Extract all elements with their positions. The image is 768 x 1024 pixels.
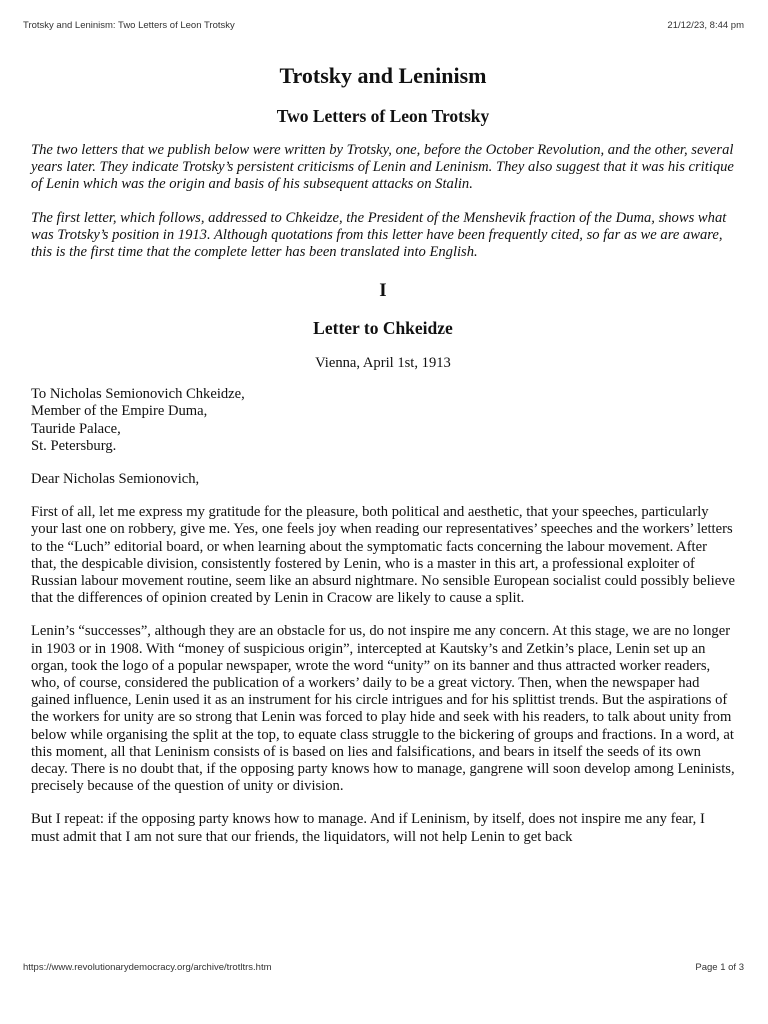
address-line: Tauride Palace, xyxy=(31,420,121,437)
intro-paragraph: The first letter, which follows, addressed to Chkeidze, the President of the Menshevik fraction of the Duma, shows what was Trotsky’s position in 1913. Although quotations from this letter have been frequently cited, so far as we are aware, this is the first time that the complete letter has been translated into English. xyxy=(31,209,727,261)
letter-paragraph: But I repeat: if the opposing party knows how to manage. And if Leninism, by itself, does not inspire me any fear, I must admit that I am not sure that our friends, the liquidators, will not help Lenin to get back xyxy=(31,811,705,845)
page-subtitle: Two Letters of Leon Trotsky xyxy=(276,106,490,126)
print-footer xyxy=(23,962,744,973)
print-header-datetime: 21/12/23, 8:44 pm xyxy=(667,20,744,31)
address-line: To Nicholas Semionovich Chkeidze, xyxy=(31,386,245,403)
section-number: I xyxy=(379,280,387,302)
letter-address xyxy=(31,386,735,455)
document-body xyxy=(31,58,735,846)
letter-title: Letter to Chkeidze xyxy=(313,318,453,339)
page-title: Trotsky and Leninism xyxy=(279,63,487,88)
letter-salutation: Dear Nicholas Semionovich, xyxy=(31,471,200,488)
letter-dateline: Vienna, April 1st, 1913 xyxy=(315,355,451,372)
address-line: St. Petersburg. xyxy=(31,437,117,454)
intro-paragraph: The two letters that we publish below were written by Trotsky, one, before the October Revolution, and the other, several years later. They indicate Trotsky’s persistent criticisms of Lenin and Leninism. They also suggest that it was his critique of Lenin which was the origin and basis of his subsequent attacks on Stalin. xyxy=(31,142,734,193)
print-header xyxy=(23,20,744,31)
address-line: Member of the Empire Duma, xyxy=(31,403,208,420)
letter-paragraph: Lenin’s “successes”, although they are an obstacle for us, do not inspire me any concern. At this stage, we are no longer in 1903 or in 1908. With “money of suspicious origin”, intercepted at Kautsky’s and Zetkin’s place, Lenin set up an organ, took the logo of a popular newspaper, wrote the word “unity” on its banner and thus attracted worker readers, who, of course, considered the publication of a workers’ daily to be a great victory. Then, when the newspaper had gained influence, Lenin used it as an instrument for his circle intrigues and for his splittist trends. But the aspirations of the workers for unity are so strong that Lenin was forced to play hide and seek with his readers, to talk about unity from below while organising the split at the top, to equate class struggle to the bickering of groups and fractions. In a word, at this moment, all that Leninism consists of is based on lies and falsifications, and bears in itself the seeds of its own decay. There is no doubt that, if the opposing party knows how to manage, gangrene will soon develop among Leninists, precisely because of the question of unity or division. xyxy=(31,623,735,795)
letter-paragraph: First of all, let me express my gratitude for the pleasure, both political and aesthetic, that your speeches, particularly your last one on robbery, give me. Yes, one feels joy when reading our representatives’ speeches and the workers’ letters to the “Luch” editorial board, or when learning about the symptomatic facts concerning the labour movement. After that, the despicable division, consistently fostered by Lenin, who is a master in this art, a professional exploiter of Russian labour movement routine, seem like an absurd nightmare. No sensible European socialist could possibly believe that the differences of opinion created by Lenin in Cracow are likely to cause a split. xyxy=(31,504,735,607)
page-number: Page 1 of 3 xyxy=(695,962,744,973)
print-header-title: Trotsky and Leninism: Two Letters of Leon Trotsky xyxy=(23,20,235,31)
source-url: https://www.revolutionarydemocracy.org/archive/trotltrs.htm xyxy=(23,962,272,973)
